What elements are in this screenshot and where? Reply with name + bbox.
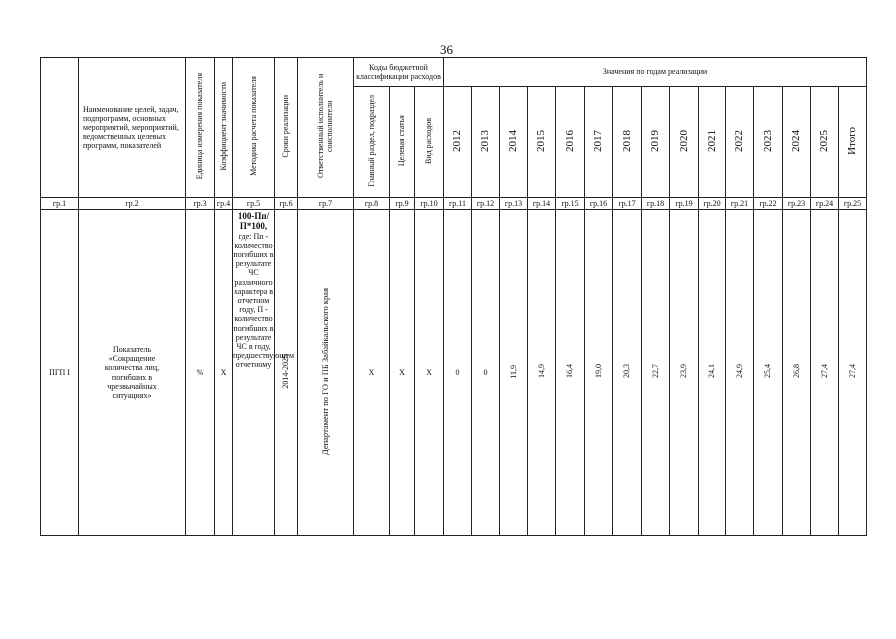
method-text: где: Пп - количество погибших в результате ЧС различного характера в отчетном году, П - количество погибших в результате ЧС в году, предшествующем отчетному: [233, 231, 295, 370]
value-2025: 27,4: [811, 210, 839, 536]
header-year: 2015: [528, 87, 556, 198]
value-2014: 11,9: [500, 210, 528, 536]
gr-cell: гр.21: [726, 198, 754, 210]
header-year: 2013: [472, 87, 500, 198]
row-period: 2014-2025: [275, 210, 298, 536]
header-year: 2017: [585, 87, 613, 198]
header-coef: Коэффициент значимости: [215, 58, 233, 198]
row-article: Х: [390, 210, 415, 536]
gr-cell: гр.4: [215, 198, 233, 210]
row-coef: Х: [215, 210, 233, 536]
gr-cell: гр.22: [754, 198, 783, 210]
value-2023: 25,4: [754, 210, 783, 536]
header-year: 2016: [556, 87, 585, 198]
header-year: 2012: [444, 87, 472, 198]
header-budget-codes: Коды бюджетной классификации расходов: [354, 58, 444, 87]
header-col1: [41, 58, 79, 198]
gr-cell: гр.14: [528, 198, 556, 210]
row-name: Показатель «Сокращение количества лиц, погибших в чрезвычайных ситуациях»: [79, 210, 186, 536]
header-expense: Вид расходов: [415, 87, 444, 198]
gr-cell: гр.17: [613, 198, 642, 210]
header-year: 2019: [642, 87, 670, 198]
gr-cell: гр.13: [500, 198, 528, 210]
gr-row: [41, 198, 867, 210]
header-period: Сроки реализации: [275, 58, 298, 198]
header-year: 2021: [699, 87, 726, 198]
value-2016: 16,4: [556, 210, 585, 536]
gr-cell: гр.2: [79, 198, 186, 210]
value-total: 27,4: [839, 210, 867, 536]
value-2022: 24,9: [726, 210, 754, 536]
header-article: Целевая статья: [390, 87, 415, 198]
indicator-row: [41, 210, 867, 536]
value-2024: 26,8: [783, 210, 811, 536]
indicators-table: [40, 57, 867, 536]
header-unit: Единица измерения показателя: [186, 58, 215, 198]
header-total: Итого: [839, 87, 867, 198]
gr-cell: гр.6: [275, 198, 298, 210]
row-unit: %: [186, 210, 215, 536]
gr-cell: гр.25: [839, 198, 867, 210]
gr-cell: гр.11: [444, 198, 472, 210]
gr-cell: гр.16: [585, 198, 613, 210]
value-2012: 0: [444, 210, 472, 536]
row-code: ПГП I: [41, 210, 79, 536]
row-section: Х: [354, 210, 390, 536]
header-years-group: Значения по годам реализации: [444, 58, 867, 87]
row-executor: Департамент по ГО и ПБ Забайкальского края: [298, 210, 354, 536]
row-expense: Х: [415, 210, 444, 536]
header-year: 2014: [500, 87, 528, 198]
value-2021: 24,1: [699, 210, 726, 536]
gr-cell: гр.24: [811, 198, 839, 210]
header-year: 2023: [754, 87, 783, 198]
gr-cell: гр.9: [390, 198, 415, 210]
gr-cell: гр.19: [670, 198, 699, 210]
header-executor: Ответственный исполнитель и соисполнители: [298, 58, 354, 198]
header-year: 2022: [726, 87, 754, 198]
gr-cell: гр.10: [415, 198, 444, 210]
gr-cell: гр.15: [556, 198, 585, 210]
gr-cell: гр.20: [699, 198, 726, 210]
page-number: 36: [440, 42, 453, 57]
header-year: 2020: [670, 87, 699, 198]
header-name: Наименование целей, задач, подпрограмм, основных мероприятий, мероприятий, ведомственных целевых программ, показателей: [79, 58, 186, 198]
value-2018: 20,3: [613, 210, 642, 536]
header-year: 2018: [613, 87, 642, 198]
header-year: 2024: [783, 87, 811, 198]
gr-cell: гр.8: [354, 198, 390, 210]
gr-cell: гр.1: [41, 198, 79, 210]
header-section: Главный раздел, подраздел: [354, 87, 390, 198]
value-2017: 19,0: [585, 210, 613, 536]
header-row-top: [41, 58, 867, 87]
gr-cell: гр.7: [298, 198, 354, 210]
gr-cell: гр.18: [642, 198, 670, 210]
method-formula: 100-Пп/П*100,: [237, 211, 270, 232]
gr-cell: гр.5: [233, 198, 275, 210]
gr-cell: гр.3: [186, 198, 215, 210]
header-method: Методика расчета показателя: [233, 58, 275, 198]
value-2019: 22,7: [642, 210, 670, 536]
gr-cell: гр.12: [472, 198, 500, 210]
value-2015: 14,9: [528, 210, 556, 536]
gr-cell: гр.23: [783, 198, 811, 210]
header-year: 2025: [811, 87, 839, 198]
value-2020: 23,9: [670, 210, 699, 536]
value-2013: 0: [472, 210, 500, 536]
